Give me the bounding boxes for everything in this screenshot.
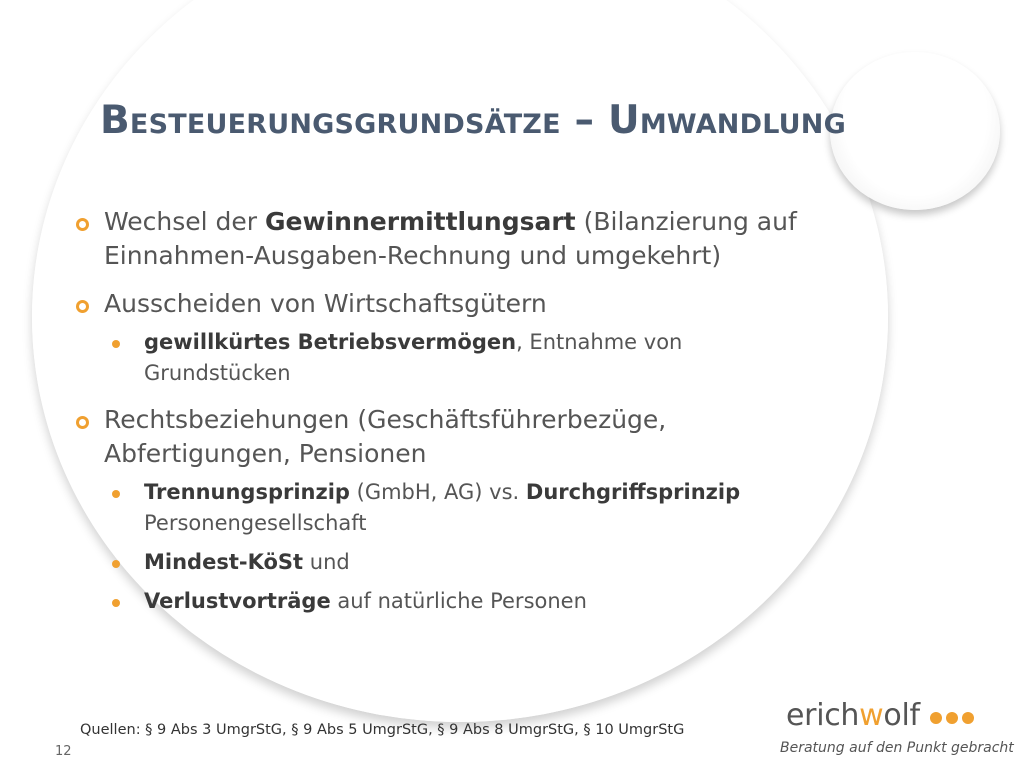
dot-bullet-icon	[112, 560, 120, 568]
dot-bullet-icon	[112, 599, 120, 607]
company-logo: erichwolf	[786, 698, 920, 733]
bullet-list	[72, 205, 812, 625]
logo-dot	[930, 712, 942, 724]
bullet-item: Wechsel der Gewinnermittlungsart (Bilanzierung auf Einnahmen-Ausgaben-Rechnung und umgekehrt)	[72, 205, 812, 273]
bullet-item: Rechtsbeziehungen (Geschäftsführerbezüge, Abfertigungen, Pensionen	[72, 403, 812, 471]
dot-bullet-icon	[112, 490, 120, 498]
slide-title: Besteuerungsgrundsätze – Umwandlung	[100, 98, 846, 143]
logo-dot	[962, 712, 974, 724]
logo-dot	[946, 712, 958, 724]
ring-bullet-icon	[76, 218, 89, 231]
sub-bullet-item: gewillkürtes Betriebsvermögen, Entnahme von Grundstücken	[112, 327, 812, 389]
logo-tagline: Beratung auf den Punkt gebracht	[780, 740, 1014, 756]
ring-bullet-icon	[76, 416, 89, 429]
bullet-item: Ausscheiden von Wirtschaftsgütern	[72, 287, 812, 321]
sub-bullet-item: Trennungsprinzip (GmbH, AG) vs. Durchgriffsprinzip Personengesellschaft	[112, 477, 812, 539]
page-number: 12	[55, 744, 72, 759]
sub-bullet-item: Verlustvorträge auf natürliche Personen	[112, 586, 812, 617]
ring-bullet-icon	[76, 300, 89, 313]
logo-dots-icon	[930, 712, 976, 724]
sources-footnote: Quellen: § 9 Abs 3 UmgrStG, § 9 Abs 5 UmgrStG, § 9 Abs 8 UmgrStG, § 10 UmgrStG	[80, 722, 685, 738]
sub-bullet-item: Mindest-KöSt und	[112, 547, 812, 578]
decorative-circle	[830, 52, 1000, 210]
dot-bullet-icon	[112, 340, 120, 348]
